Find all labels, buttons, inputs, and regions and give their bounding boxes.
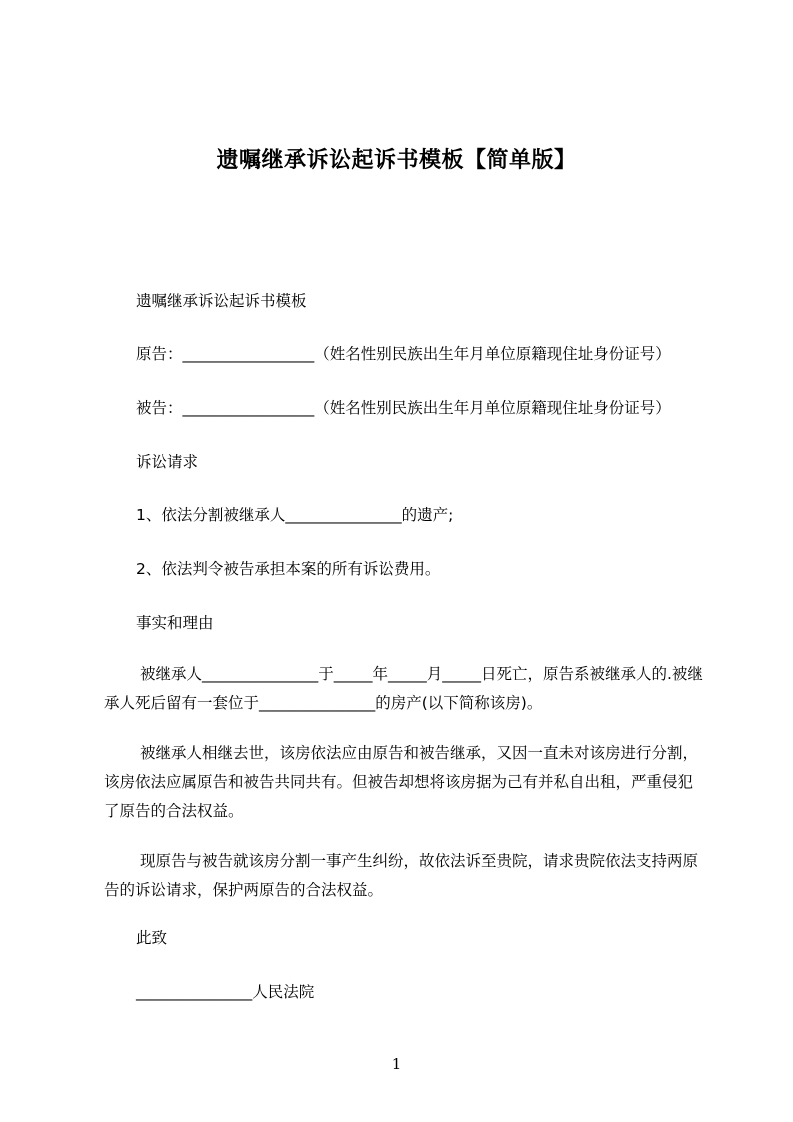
document-subtitle: 遗嘱继承诉讼起诉书模板 <box>136 292 307 310</box>
court-line: _______________人民法院 <box>136 983 315 1001</box>
facts-paragraph-2: 被继承人相继去世，该房依法应由原告和被告继承，又因一直未对该房进行分割，该房依法应属原告和被告共同共有。但被告却想将该房据为己有并私自出租，严重侵犯了原告的合法权益。 <box>104 744 699 820</box>
page-number: 1 <box>391 1055 402 1073</box>
closing-phrase: 此致 <box>136 929 168 947</box>
facts-paragraph-1: 被继承人_______________于_____年_____月_____日死亡，原告系被继承人的.被继承人死后留有一套位于_______________的房产(以下简称该房)。 <box>104 665 703 712</box>
claims-heading: 诉讼请求 <box>136 453 199 471</box>
facts-paragraph-3: 现原告与被告就该房分割一事产生纠纷，故依法诉至贵院，请求贵院依法支持两原告的诉讼请求，保护两原告的合法权益。 <box>104 852 699 899</box>
document-title: 遗嘱继承诉讼起诉书模板【简单版】 <box>216 148 577 173</box>
claim-item-1: 1、依法分割被继承人_______________的遗产; <box>136 506 454 524</box>
claim-item-2: 2、依法判令被告承担本案的所有诉讼费用。 <box>136 560 441 578</box>
defendant-line: 被告：_________________（姓名性别民族出生年月单位原籍现住址身份证号） <box>136 399 671 417</box>
facts-heading: 事实和理由 <box>136 614 214 632</box>
plaintiff-line: 原告：_________________（姓名性别民族出生年月单位原籍现住址身份证号） <box>136 345 671 363</box>
